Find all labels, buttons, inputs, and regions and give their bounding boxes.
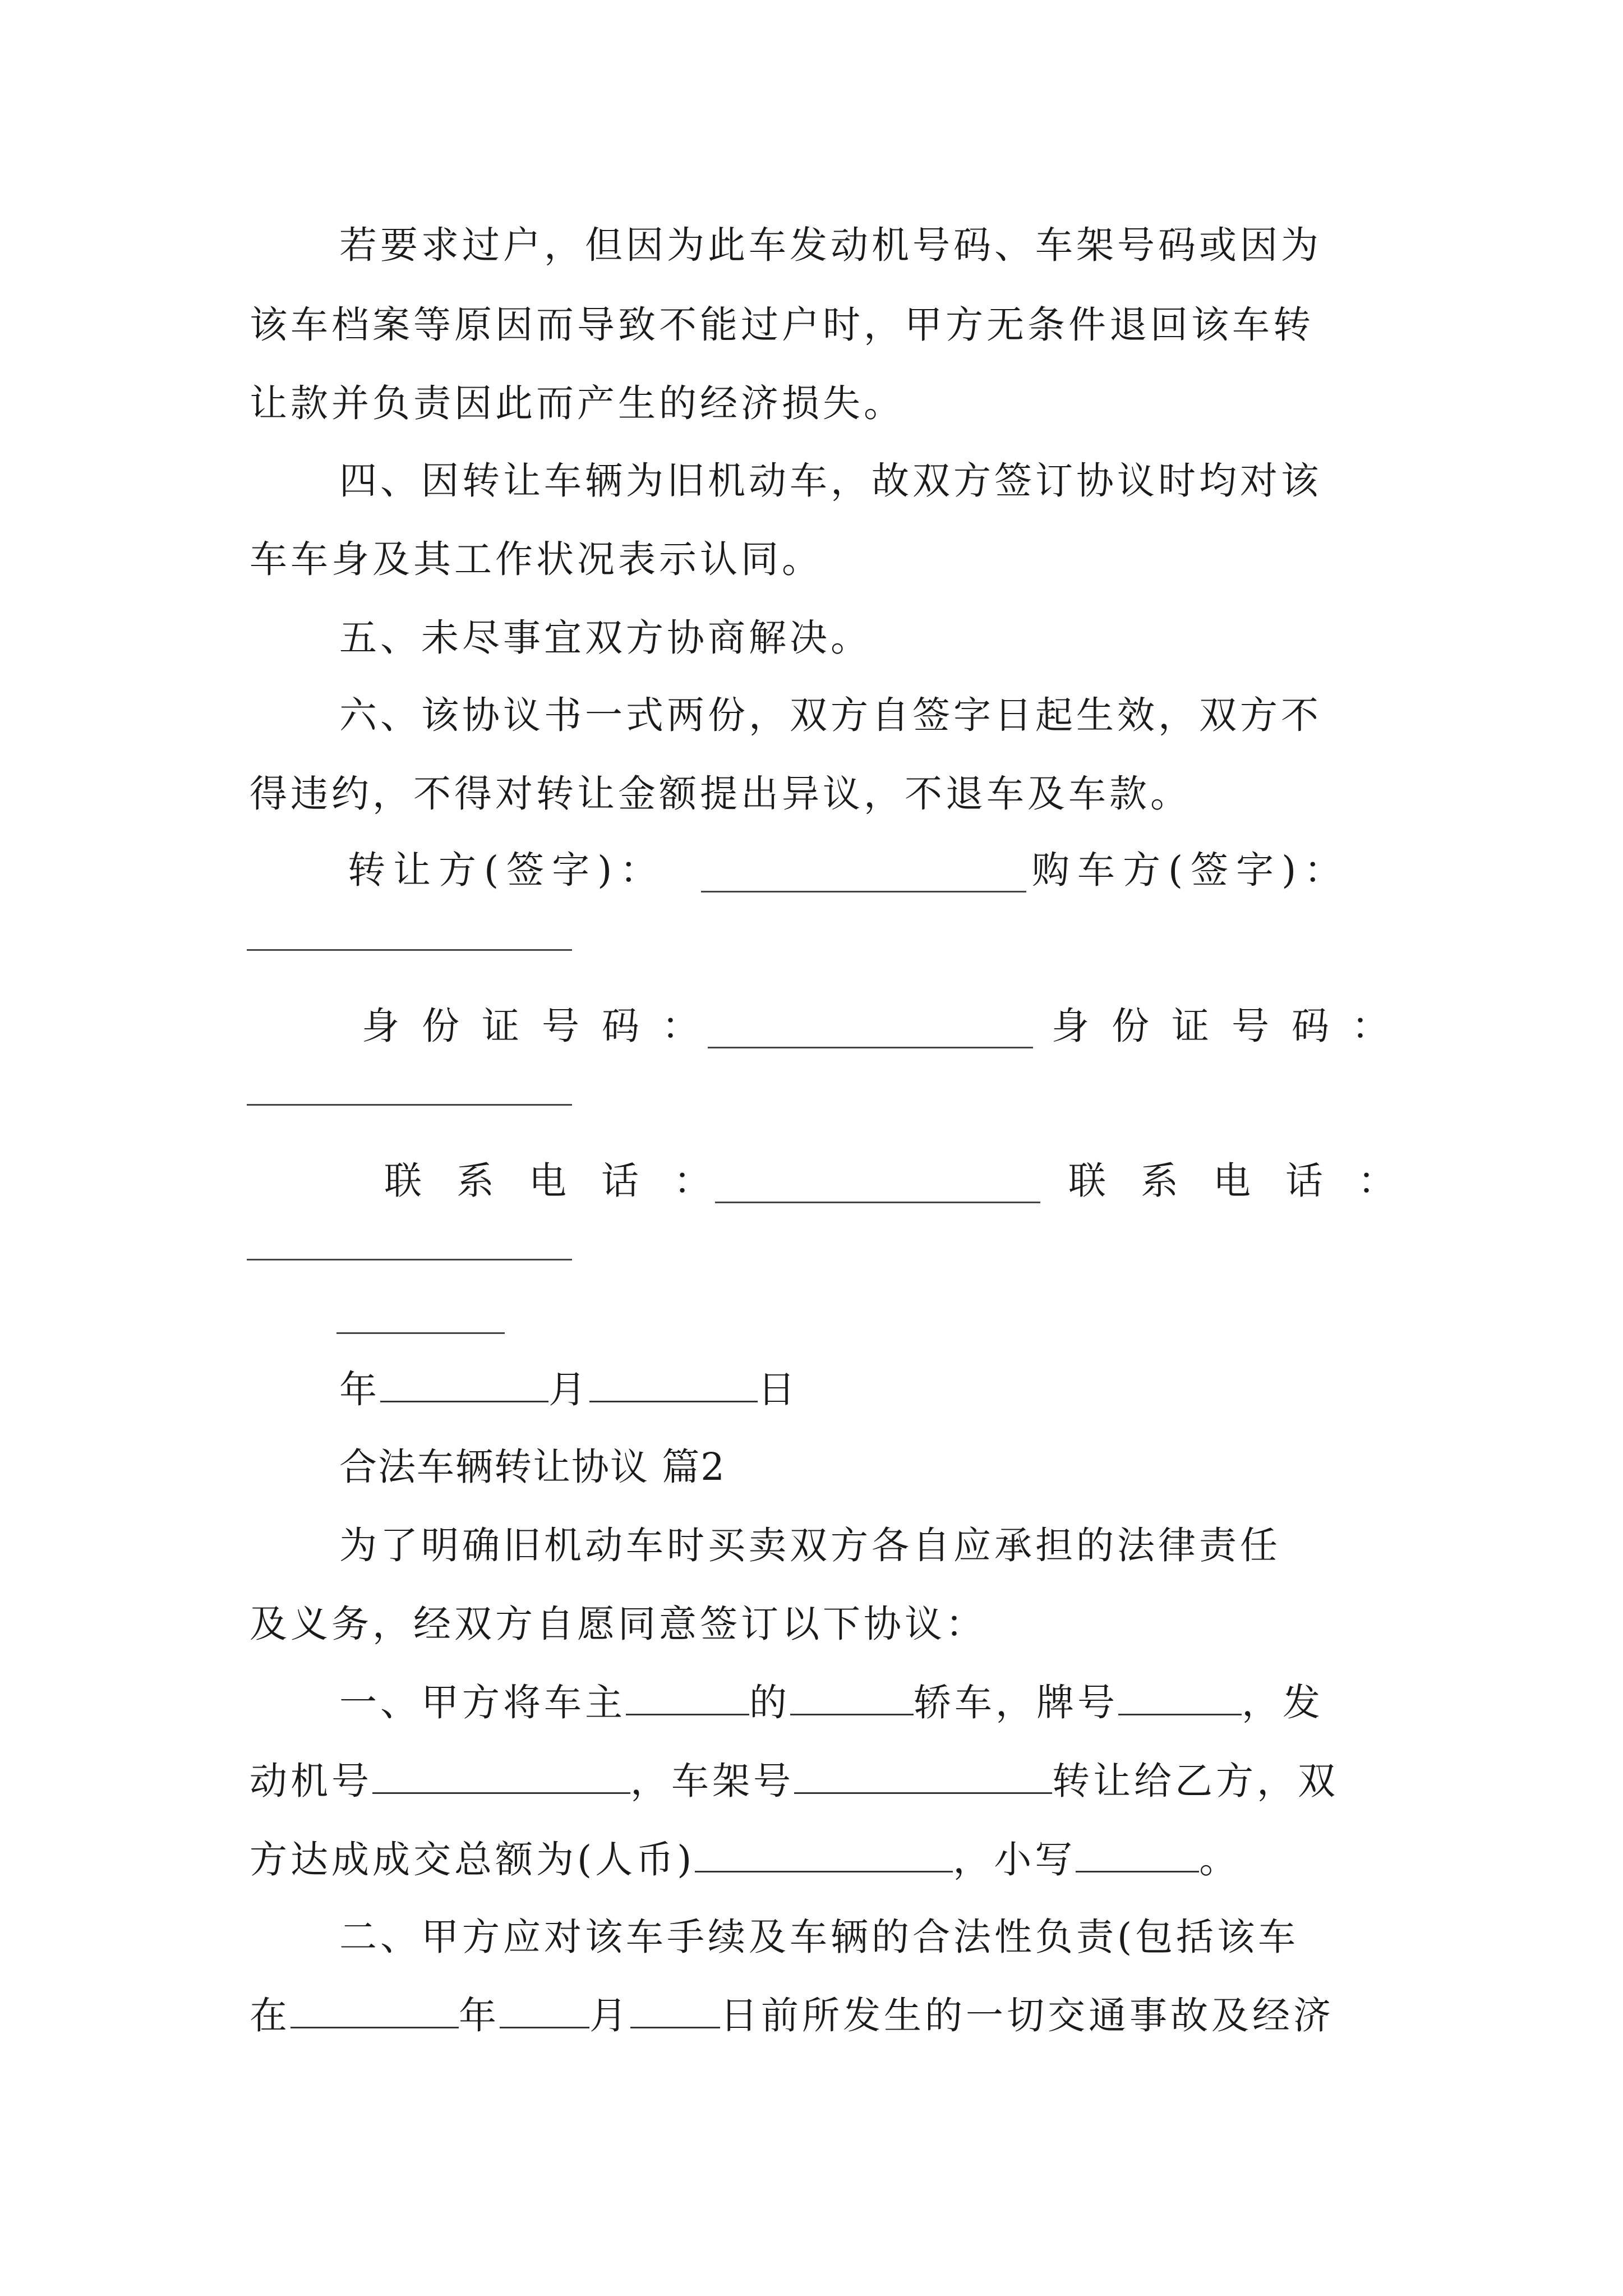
clause-text: 方达成成交总额为(人币): [250, 1838, 695, 1881]
amount-figure-blank: [1076, 1832, 1199, 1872]
id-label-right: 身份证号码：: [1052, 1004, 1412, 1048]
signature-row: [0, 831, 1623, 909]
paragraph-line: 让款并负责因此而产生的经济损失。: [250, 381, 905, 425]
plate-blank: [1118, 1674, 1242, 1715]
total-amount-blank: [695, 1832, 953, 1872]
buyer-label: 购车方(签字)：: [1032, 848, 1350, 892]
extra-line: [336, 1332, 505, 1334]
clause-text: ，小写: [953, 1838, 1076, 1881]
year-blank: [380, 1361, 548, 1402]
clause-text: 的: [749, 1681, 790, 1724]
clause-text: 轿车，牌号: [914, 1681, 1118, 1724]
date-year: 年: [339, 1368, 380, 1411]
phone-line-left: [715, 1202, 1040, 1203]
transferor-label: 转让方(签字)：: [348, 848, 666, 892]
phone-label-left: 联系电话：: [384, 1159, 746, 1203]
paragraph-line: 及义务，经双方自愿同意签订以下协议：: [250, 1602, 986, 1646]
paragraph-line: 五、未尽事宜双方协商解决。: [339, 616, 872, 660]
clause-text: ，车架号: [630, 1759, 794, 1803]
date-day: 日: [758, 1368, 799, 1411]
owner-blank: [626, 1674, 749, 1715]
transferor-signature-line: [701, 891, 1026, 892]
month-blank: [589, 1361, 758, 1402]
clause-text: 日前所发生的一切交通事故及经济: [720, 1994, 1334, 2037]
phone-line-right: [247, 1259, 572, 1260]
clause-line: [250, 1977, 1382, 2054]
id-row: [0, 987, 1623, 1065]
id-label-left: 身份证号码：: [362, 1004, 722, 1048]
car-model-blank: [790, 1674, 914, 1715]
id-line-right: [247, 1104, 572, 1106]
paragraph-line: 四、因转让车辆为旧机动车，故双方签订协议时均对该: [339, 459, 1322, 503]
buyer-signature-line: [247, 949, 572, 951]
paragraph-line: 得违约，不得对转让金额提出异议，不退车及车款。: [250, 772, 1191, 816]
frame-number-blank: [794, 1753, 1052, 1794]
paragraph-line: 该车档案等原因而导致不能过户时，甲方无条件退回该车转: [250, 303, 1314, 347]
date-line: [339, 1351, 1472, 1428]
engine-number-blank: [372, 1753, 630, 1794]
clause-text: 在: [250, 1994, 291, 2037]
paragraph-line: 二、甲方应对该车手续及车辆的合法性负责(包括该车: [339, 1915, 1299, 1959]
clause-text: 。: [1199, 1838, 1241, 1881]
clause-text: 一、甲方将车主: [339, 1681, 626, 1724]
clause-text: 转让给乙方，双: [1052, 1759, 1339, 1803]
paragraph-line: 六、该协议书一式两份，双方自签字日起生效，双方不: [339, 693, 1322, 737]
paragraph-line: 若要求过户，但因为此车发动机号码、车架号码或因为: [339, 223, 1322, 267]
clause-line: [250, 1821, 1382, 1898]
clause-line: [250, 1742, 1382, 1820]
clause-line: [339, 1664, 1472, 1741]
id-line-left: [708, 1047, 1033, 1048]
section-heading: 合法车辆转让协议 篇2: [339, 1445, 726, 1489]
clause-text: ，发: [1242, 1681, 1324, 1724]
phone-row: [0, 1142, 1623, 1220]
date-month: 月: [548, 1368, 589, 1411]
month-blank: [500, 1987, 589, 2028]
year-blank: [291, 1987, 459, 2028]
clause-text: 月: [589, 1994, 630, 2037]
paragraph-line: 车车身及其工作状况表示认同。: [250, 537, 823, 581]
clause-text: 动机号: [250, 1759, 372, 1803]
day-blank: [630, 1987, 720, 2028]
clause-text: 年: [459, 1994, 500, 2037]
phone-label-right: 联系电话：: [1068, 1159, 1430, 1203]
paragraph-line: 为了明确旧机动车时买卖双方各自应承担的法律责任: [339, 1524, 1281, 1567]
